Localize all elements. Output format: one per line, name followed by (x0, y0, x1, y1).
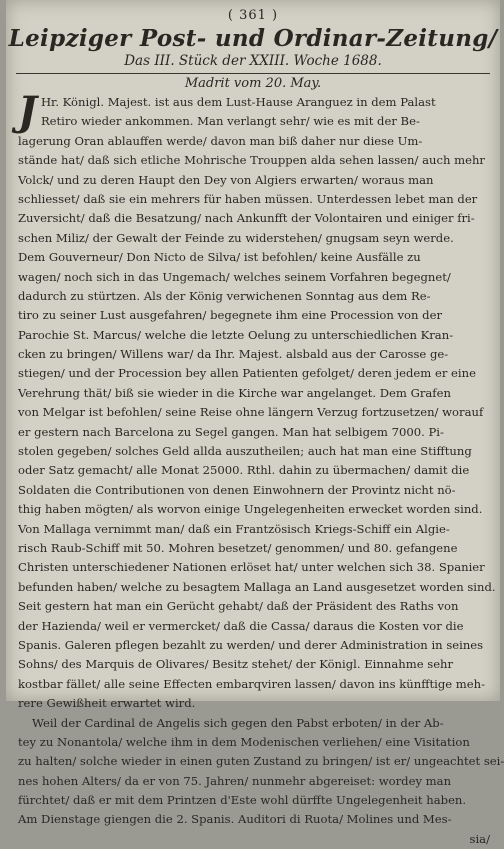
text-line: Soldaten die Contributionen von denen Einwohnern der Provintz nicht nö- (18, 481, 490, 500)
text-line: sia/ (18, 830, 490, 849)
text-line: stiegen/ und der Procession bey allen Patienten gefolget/ deren jedem er eine (18, 364, 490, 383)
text-line: oder Satz gemacht/ alle Monat 25000. Rthl. dahin zu übermachen/ damit die (18, 461, 490, 480)
issue-subtitle: Das III. Stück der XXIII. Woche 1688. (6, 53, 500, 69)
article-body (6, 93, 500, 849)
text-line: Zuversicht/ daß die Besatzung/ nach Ankunfft der Volontairen und einiger fri- (18, 209, 490, 228)
text-line: stolen gegeben/ solches Geld allda auszutheilen; auch hat man eine Stifftung (18, 442, 490, 461)
text-line: Sohns/ des Marquis de Olivares/ Besitz stehet/ der Königl. Einnahme sehr (18, 655, 490, 674)
newspaper-page (6, 0, 500, 701)
article-rome (18, 714, 490, 849)
newspaper-title: Leipziger Post- und Ordinar-Zeitung/ (6, 25, 500, 52)
text-line: Retiro wieder ankommen. Man verlangt sehr/ wie es mit der Be- (18, 112, 490, 131)
text-line: thig haben mögten/ als worvon einige Ungelegenheiten erwecket worden sind. (18, 500, 490, 519)
text-line: befunden haben/ welche zu besagtem Mallaga an Land ausgesetzet worden sind. (18, 578, 490, 597)
text-line: Hr. Königl. Majest. ist aus dem Lust-Hause Aranguez in dem Palast (18, 93, 490, 112)
text-line: schliesset/ daß sie ein mehrers für haben müssen. Unterdessen lebet man der (18, 190, 490, 209)
text-line: tiro zu seiner Lust ausgefahren/ begegnete ihm eine Procession von der (18, 306, 490, 325)
text-line: wagen/ noch sich in das Ungemach/ welches seinem Vorfahren begegnet/ (18, 268, 490, 287)
drop-cap: J (18, 95, 37, 131)
text-line: cken zu bringen/ Willens war/ da Ihr. Majest. alsbald aus der Carosse ge- (18, 345, 490, 364)
text-line: Verehrung thät/ biß sie wieder in die Kirche war angelanget. Dem Grafen (18, 384, 490, 403)
text-line: Am Dienstage giengen die 2. Spanis. Auditori di Ruota/ Molines und Mes- (18, 810, 490, 829)
text-line: dadurch zu stürtzen. Als der König verwichenen Sonntag aus dem Re- (18, 287, 490, 306)
header-rule (16, 73, 490, 74)
text-line: nes hohen Alters/ da er von 75. Jahren/ nunmehr abgereiset: wordey man (18, 772, 490, 791)
dateline-madrid: Madrit vom 20. May. (6, 76, 500, 91)
text-line: er gestern nach Barcelona zu Segel gangen. Man hat selbigem 7000. Pi- (18, 423, 490, 442)
text-line: kostbar fället/ alle seine Effecten embarqviren lassen/ davon ins künfftige meh- (18, 675, 490, 694)
text-line: Von Mallaga vernimmt man/ daß ein Frantzösisch Kriegs-Schiff ein Algie- (18, 520, 490, 539)
text-line: der Hazienda/ weil er vermercket/ daß die Cassa/ daraus die Kosten vor die (18, 617, 490, 636)
article-madrid (18, 93, 490, 714)
text-line: Volck/ und zu deren Haupt den Dey von Algiers erwarten/ woraus man (18, 171, 490, 190)
text-line: Weil der Cardinal de Angelis sich gegen den Pabst erboten/ in der Ab- (18, 714, 490, 733)
text-line: lagerung Oran ablauffen werde/ davon man biß daher nur diese Um- (18, 132, 490, 151)
text-line: Dem Gouverneur/ Don Nicto de Silva/ ist befohlen/ keine Ausfälle zu (18, 248, 490, 267)
page-number: ( 361 ) (6, 8, 500, 23)
text-line: Parochie St. Marcus/ welche die letzte Oelung zu unterschiedlichen Kran- (18, 326, 490, 345)
text-line: von Melgar ist befohlen/ seine Reise ohne längern Verzug fortzusetzen/ worauf (18, 403, 490, 422)
text-line: Christen unterschiedener Nationen erlöset hat/ unter welchen sich 38. Spanier (18, 558, 490, 577)
text-line: schen Miliz/ der Gewalt der Feinde zu widerstehen/ gnugsam seyn werde. (18, 229, 490, 248)
text-line: fürchtet/ daß er mit dem Printzen d'Este wohl dürffte Ungelegenheit haben. (18, 791, 490, 810)
text-line: risch Raub-Schiff mit 50. Mohren besetzet/ genommen/ und 80. gefangene (18, 539, 490, 558)
text-line: Seit gestern hat man ein Gerücht gehabt/ daß der Präsident des Raths von (18, 597, 490, 616)
text-line: tey zu Nonantola/ welche ihm in dem Modenischen verliehen/ eine Visitation (18, 733, 490, 752)
text-line: stände hat/ daß sich etliche Mohrische Trouppen alda sehen lassen/ auch mehr (18, 151, 490, 170)
text-line: rere Gewißheit erwartet wird. (18, 694, 490, 713)
text-line: zu halten/ solche wieder in einen guten Zustand zu bringen/ ist er/ ungeachtet sei- (18, 752, 490, 771)
text-line: Spanis. Galeren pflegen bezahlt zu werden/ und derer Administration in seines (18, 636, 490, 655)
